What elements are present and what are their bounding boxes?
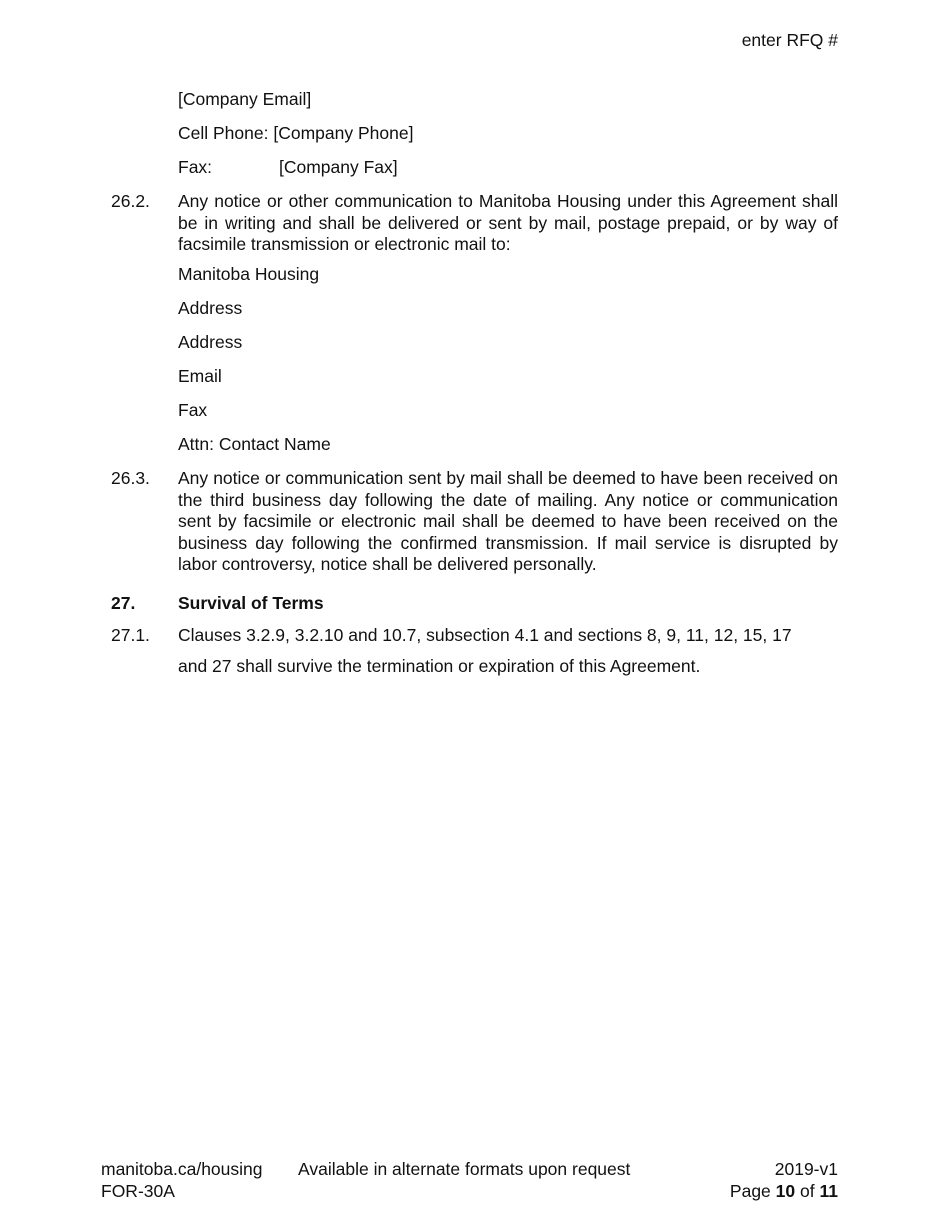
footer-page-number: [730, 1181, 838, 1203]
section-27-1-line-2: and 27 shall survive the termination or expiration of this Agreement.: [178, 656, 701, 676]
cell-phone-value: [Company Phone]: [273, 123, 414, 143]
company-cell-phone: [178, 123, 413, 145]
page-of: of: [800, 1181, 815, 1201]
section-27-1-number: 27.1.: [111, 625, 150, 645]
manitoba-fax: Fax: [178, 400, 208, 420]
manitoba-attn: Attn: Contact Name: [178, 434, 331, 454]
company-email: [Company Email]: [178, 89, 312, 109]
section-26-2-text: Any notice or other communication to Manitoba Housing under this Agreement shall be in writing and shall be delivered or sent by mail, postage prepaid, or by way of facsimile transmission or electronic mail to:: [178, 191, 838, 254]
cell-phone-label: Cell Phone:: [178, 123, 269, 143]
section-27-number: 27.: [111, 593, 136, 613]
footer-version: 2019-v1: [774, 1159, 838, 1179]
company-fax: [178, 157, 578, 179]
footer-form-number: FOR-30A: [101, 1181, 175, 1201]
page-total: 11: [819, 1181, 838, 1201]
manitoba-housing-name: Manitoba Housing: [178, 264, 320, 284]
fax-label: Fax:: [178, 157, 213, 177]
rfq-number-header: enter RFQ #: [741, 30, 838, 50]
section-26-3-number: 26.3.: [111, 468, 150, 488]
section-27-1-line-1: Clauses 3.2.9, 3.2.10 and 10.7, subsection 4.1 and sections 8, 9, 11, 12, 15, 17: [178, 625, 792, 645]
manitoba-address-1: Address: [178, 298, 243, 318]
section-27-title: Survival of Terms: [178, 593, 324, 613]
page-current: 10: [775, 1181, 796, 1201]
manitoba-email: Email: [178, 366, 222, 386]
section-26-2-number: 26.2.: [111, 191, 150, 211]
manitoba-address-2: Address: [178, 332, 243, 352]
footer-alternate-formats: Available in alternate formats upon request: [298, 1159, 631, 1179]
fax-value: [Company Fax]: [279, 157, 398, 177]
section-26-3-text: Any notice or communication sent by mail shall be deemed to have been received on the third business day following the date of mailing. Any notice or communication sent by facsimile or electronic mail shall be deemed to have been received on the business day following the confirmed transmission. If mail service is disrupted by labor controversy, notice shall be delivered personally.: [178, 468, 838, 574]
page-label: Page: [729, 1181, 771, 1201]
footer-website: manitoba.ca/housing: [101, 1159, 263, 1179]
